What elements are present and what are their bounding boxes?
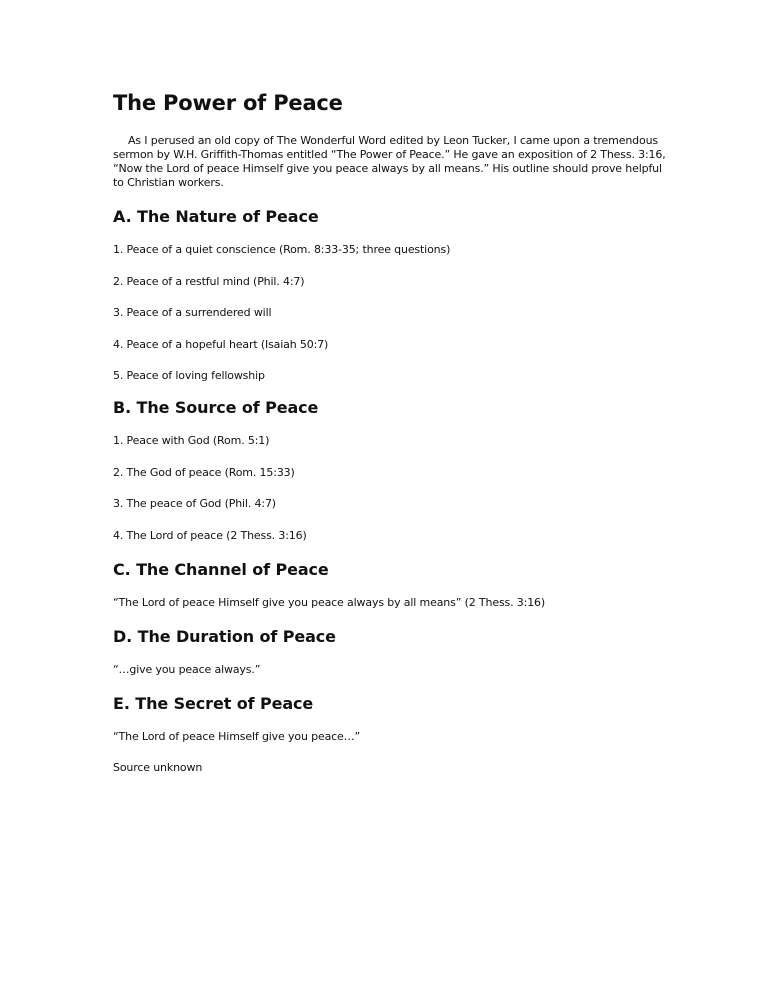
item-list	[113, 663, 673, 677]
list-item: 5. Peace of loving fellowship	[113, 369, 265, 382]
section-heading: E. The Secret of Peace	[113, 693, 314, 713]
list-item: 1. Peace with God (Rom. 5:1)	[113, 434, 270, 447]
section-heading: B. The Source of Peace	[113, 398, 319, 417]
item-list	[113, 730, 673, 776]
list-item: 2. The God of peace (Rom. 15:33)	[113, 465, 295, 479]
list-item: 3. The peace of God (Phil. 4:7)	[113, 497, 276, 510]
item-list	[113, 243, 673, 383]
intro-paragraph: As I perused an old copy of The Wonderful Word edited by Leon Tucker, I came upon a tremendous sermon by W.H. Griffith-Thomas entitled “The Power of Peace.” He gave an exposition of 2 Thess. 3:16, “Now the Lord of peace Himself give you peace always by all means.” His outline should prove helpful to Christian workers.	[113, 134, 666, 189]
page-title: The Power of Peace	[113, 91, 343, 115]
list-item: 4. The Lord of peace (2 Thess. 3:16)	[113, 528, 307, 542]
list-item: “The Lord of peace Himself give you peace always by all means” (2 Thess. 3:16)	[113, 595, 546, 609]
section-heading: A. The Nature of Peace	[113, 207, 319, 226]
section-channel-of-peace	[113, 559, 673, 610]
list-item: 2. Peace of a restful mind (Phil. 4:7)	[113, 274, 305, 288]
section-heading: D. The Duration of Peace	[113, 626, 336, 646]
list-item: 4. Peace of a hopeful heart (Isaiah 50:7)	[113, 337, 329, 351]
section-source-of-peace	[113, 397, 673, 543]
document-page	[113, 88, 673, 775]
section-secret-of-peace	[113, 693, 673, 776]
source-note: Source unknown	[113, 761, 203, 774]
item-list	[113, 596, 673, 610]
list-item: “…give you peace always.”	[113, 662, 261, 676]
section-duration-of-peace	[113, 626, 673, 677]
section-heading: C. The Channel of Peace	[113, 559, 329, 579]
section-nature-of-peace	[113, 206, 673, 383]
list-item: “The Lord of peace Himself give you peace…”	[113, 729, 361, 743]
list-item: 1. Peace of a quiet conscience (Rom. 8:33-35; three questions)	[113, 243, 451, 256]
list-item: 3. Peace of a surrendered will	[113, 306, 272, 319]
item-list	[113, 434, 673, 543]
